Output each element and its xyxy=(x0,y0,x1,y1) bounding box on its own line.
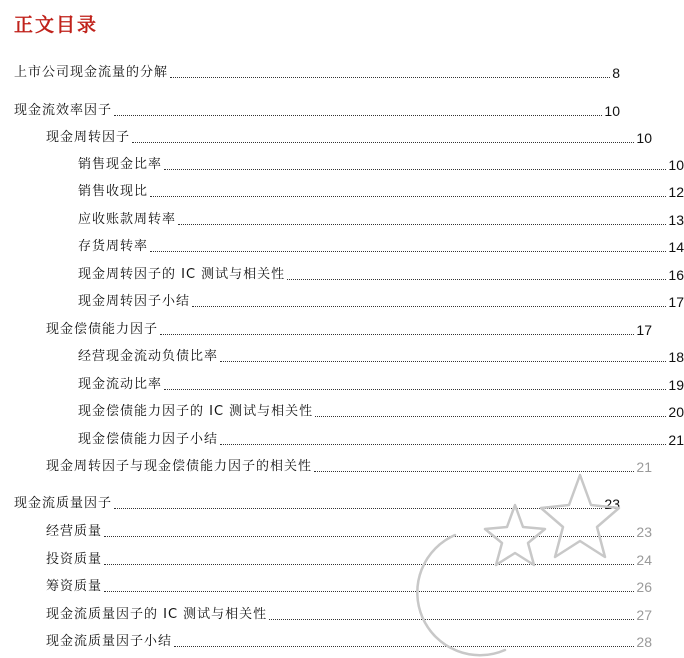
toc-entry[interactable] xyxy=(0,402,684,420)
dot-leader xyxy=(104,536,634,537)
toc-entry-page: 19 xyxy=(668,377,684,393)
toc-entry-page: 27 xyxy=(636,607,652,623)
toc-entry-label: 现金周转因子的 IC 测试与相关性 xyxy=(78,267,286,282)
dot-leader xyxy=(164,389,666,390)
toc-entry-page: 21 xyxy=(668,432,684,448)
toc-entry-label: 筹资质量 xyxy=(46,579,103,594)
toc-entry[interactable] xyxy=(0,430,684,448)
toc-entry-page: 28 xyxy=(636,634,652,650)
toc-entry[interactable] xyxy=(0,605,652,623)
toc-entry-label: 现金流质量因子 xyxy=(14,496,113,511)
toc-entry-label: 现金流动比率 xyxy=(78,377,163,392)
toc-entry-label: 应收账款周转率 xyxy=(78,212,177,227)
toc-entry[interactable] xyxy=(0,375,684,393)
toc-entry-page: 13 xyxy=(668,212,684,228)
toc-entry[interactable] xyxy=(0,210,684,228)
toc-entry-page: 8 xyxy=(612,65,620,81)
toc-entry-label: 上市公司现金流量的分解 xyxy=(14,65,169,80)
toc-entry-label: 现金偿债能力因子 xyxy=(46,322,159,337)
dot-leader xyxy=(104,564,634,565)
toc-entry[interactable] xyxy=(0,522,652,540)
toc-entry-label: 现金偿债能力因子小结 xyxy=(78,432,219,447)
toc-entry-page: 10 xyxy=(636,130,652,146)
toc-entry[interactable] xyxy=(0,128,652,146)
toc-entry-page: 23 xyxy=(604,496,620,512)
toc-entry-label: 现金流效率因子 xyxy=(14,103,113,118)
toc-entry-label: 现金流质量因子的 IC 测试与相关性 xyxy=(46,607,268,622)
dot-leader xyxy=(174,646,634,647)
toc-entry-page: 14 xyxy=(668,239,684,255)
toc-entry-page: 20 xyxy=(668,404,684,420)
toc-heading: 正文目录 xyxy=(14,14,99,36)
dot-leader xyxy=(160,334,634,335)
toc-entry-label: 存货周转率 xyxy=(78,239,149,254)
toc-entry-page: 23 xyxy=(636,524,652,540)
toc-entry-label: 现金流质量因子小结 xyxy=(46,634,173,649)
dot-leader xyxy=(315,416,666,417)
toc-entry[interactable] xyxy=(0,347,684,365)
toc-entry-page: 10 xyxy=(668,157,684,173)
toc-entry[interactable] xyxy=(0,182,684,200)
toc-entry-page: 21 xyxy=(636,459,652,475)
toc-entry[interactable] xyxy=(0,320,652,338)
dot-leader xyxy=(287,279,666,280)
toc-entry-label: 经营质量 xyxy=(46,524,103,539)
dot-leader xyxy=(314,471,634,472)
toc-entry[interactable] xyxy=(0,632,652,650)
dot-leader xyxy=(164,169,666,170)
toc-entry[interactable] xyxy=(0,237,684,255)
toc-entry[interactable] xyxy=(0,63,620,81)
toc-entry-page: 18 xyxy=(668,349,684,365)
dot-leader xyxy=(178,224,666,225)
dot-leader xyxy=(114,115,602,116)
toc-entry-label: 现金周转因子小结 xyxy=(78,294,191,309)
toc-entry-label: 现金偿债能力因子的 IC 测试与相关性 xyxy=(78,404,314,419)
dot-leader xyxy=(192,306,666,307)
toc-entry[interactable] xyxy=(0,265,684,283)
dot-leader xyxy=(104,591,634,592)
toc-entry[interactable] xyxy=(0,550,652,568)
toc-entry-label: 销售收现比 xyxy=(78,184,149,199)
toc-entry[interactable] xyxy=(0,577,652,595)
dot-leader xyxy=(170,77,610,78)
toc-entry[interactable] xyxy=(0,494,620,512)
toc-entry-page: 17 xyxy=(668,294,684,310)
dot-leader xyxy=(114,508,602,509)
toc-entry[interactable] xyxy=(0,292,684,310)
toc-entry-label: 现金周转因子 xyxy=(46,130,131,145)
dot-leader xyxy=(269,619,634,620)
dot-leader xyxy=(150,196,666,197)
toc-entry-page: 10 xyxy=(604,103,620,119)
toc-entry-page: 12 xyxy=(668,184,684,200)
toc-entry-page: 26 xyxy=(636,579,652,595)
dot-leader xyxy=(220,444,666,445)
toc-entry[interactable] xyxy=(0,101,620,119)
toc-entry[interactable] xyxy=(0,155,684,173)
toc-entry-page: 17 xyxy=(636,322,652,338)
toc-entry-label: 现金周转因子与现金偿债能力因子的相关性 xyxy=(46,459,313,474)
dot-leader xyxy=(150,251,666,252)
dot-leader xyxy=(220,361,666,362)
toc-entry-label: 销售现金比率 xyxy=(78,157,163,172)
toc-entry-label: 投资质量 xyxy=(46,552,103,567)
toc-entry-label: 经营现金流动负债比率 xyxy=(78,349,219,364)
dot-leader xyxy=(132,142,634,143)
toc-entry-page: 24 xyxy=(636,552,652,568)
toc-entry[interactable] xyxy=(0,457,652,475)
toc-entry-page: 16 xyxy=(668,267,684,283)
